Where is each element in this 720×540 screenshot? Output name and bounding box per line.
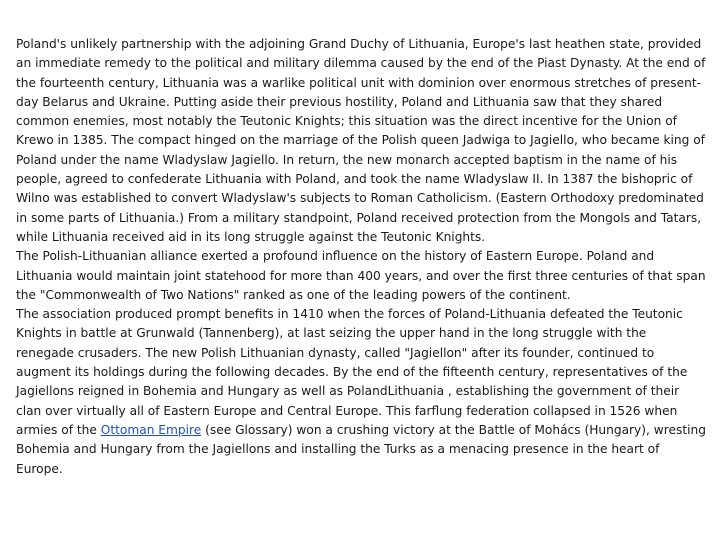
paragraph-union-of-krewo: Poland's unlikely partnership with the adjoining Grand Duchy of Lithuania, Europe's last heathen state, provided an immediate remedy to the political and military dilemma caused by the end of the Piast Dynasty. At the end of the fourteenth century, Lithuania was a warlike political unit with dominion over enormous stretches of present-day Belarus and Ukraine. Putting aside their previous hostility, Poland and Lithuania saw that they shared common enemies, most notably the Teutonic Knights; this situation was the direct incentive for the Union of Krewo in 1385. The compact hinged on the marriage of the Polish queen Jadwiga to Jagiello, who became king of Poland under the name Wladyslaw Jagiello. In return, the new monarch accepted baptism in the name of his people, agreed to confederate Lithuania with Poland, and took the name Wladyslaw II. In 1387 the bishopric of Wilno was established to convert Wladyslaw's subjects to Roman Catholicism. (Eastern Orthodoxy predominated in some parts of Lithuania.) From a military standpoint, Poland received protection from the Mongols and Tatars, while Lithuania received aid in its long struggle against the Teutonic Knights. <box>16 37 706 244</box>
document-body <box>16 35 708 479</box>
ottoman-empire-link[interactable]: Ottoman Empire <box>100 422 202 437</box>
paragraph-grunwald-text-before-link: The association produced prompt benefits in 1410 when the forces of Poland-Lithuania defeated the Teutonic Knights in battle at Grunwald (Tannenberg), at last seizing the upper hand in the long struggle with the renegade crusaders. The new Polish Lithuanian dynasty, called "Jagiellon" after its founder, continued to augment its holdings during the following decades. By the end of the fifteenth century, representatives of the Jagiellons reigned in Bohemia and Hungary as well as PolandLithuania , establishing the government of their clan over virtually all of Eastern Europe and Central Europe. This farflung federation collapsed in 1526 when armies of the <box>16 307 688 437</box>
paragraph-commonwealth: The Polish-Lithuanian alliance exerted a profound influence on the history of Eastern Europe. Poland and Lithuania would maintain joint statehood for more than 400 years, and over the first three centuries of that span the "Commonwealth of Two Nations" ranked as one of the leading powers of the continent. <box>16 249 706 302</box>
paragraph-grunwald <box>16 305 708 479</box>
paragraph-grunwald-text-after-link: (see Glossary) won a crushing victory at the Battle of Mohács (Hungary), wresting Bohemia and Hungary from the Jagiellons and installing the Turks as a menacing presence in the heart of Europe. <box>16 422 706 476</box>
